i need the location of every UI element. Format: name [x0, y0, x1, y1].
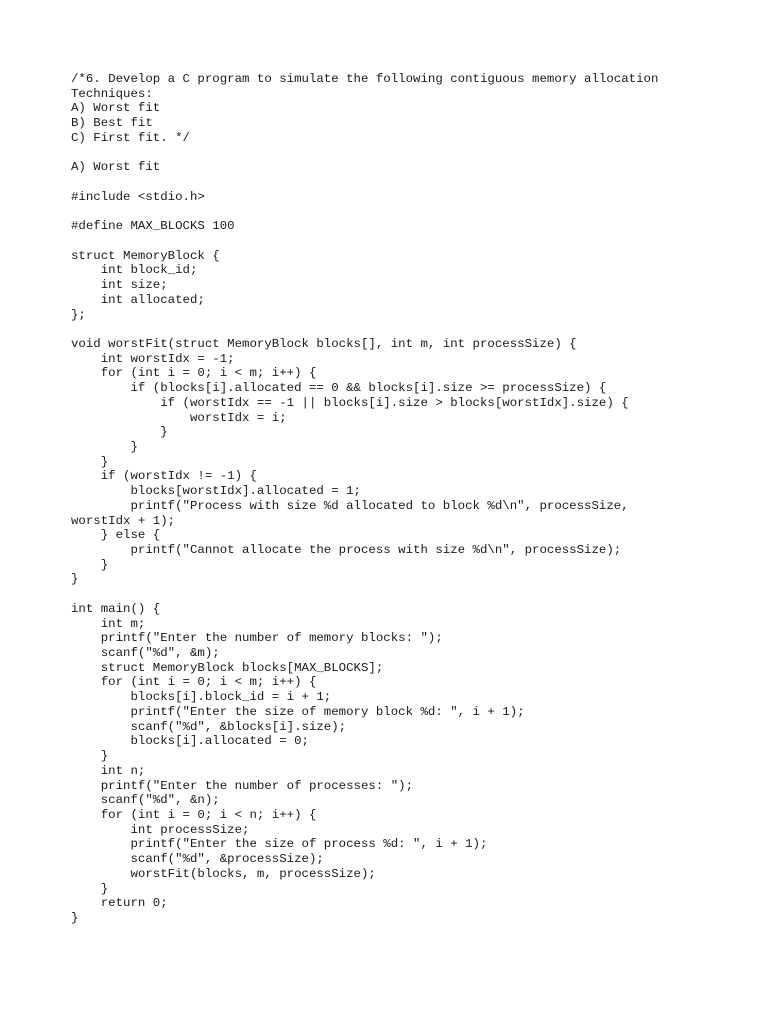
- code-line: scanf("%d", &processSize);: [71, 852, 324, 867]
- code-line: printf("Enter the number of memory blocks: ");: [71, 631, 443, 646]
- code-line: }: [71, 557, 109, 572]
- code-line: int main() {: [71, 601, 161, 616]
- code-line: }: [71, 881, 109, 896]
- code-line: /*6. Develop a C program to simulate the following contiguous memory allocation: [71, 72, 659, 86]
- code-line: }: [71, 439, 138, 454]
- code-line: if (blocks[i].allocated == 0 && blocks[i].size >= processSize) {: [71, 381, 607, 396]
- code-line: for (int i = 0; i < m; i++) {: [71, 675, 317, 690]
- code-line: } else {: [71, 528, 161, 543]
- code-line: #include <stdio.h>: [71, 189, 205, 204]
- code-line: blocks[i].block_id = i + 1;: [71, 690, 332, 705]
- code-line: printf("Enter the number of processes: ");: [71, 778, 414, 793]
- code-line: int m;: [71, 616, 146, 631]
- code-line: int size;: [71, 278, 168, 293]
- code-listing: [71, 72, 731, 926]
- code-line: }: [71, 749, 109, 764]
- code-line: int n;: [71, 763, 146, 778]
- code-line: if (worstIdx == -1 || blocks[i].size > blocks[worstIdx].size) {: [71, 395, 629, 410]
- code-line: for (int i = 0; i < n; i++) {: [71, 807, 317, 822]
- code-line: blocks[worstIdx].allocated = 1;: [71, 484, 361, 499]
- code-line: struct MemoryBlock {: [71, 248, 220, 263]
- code-line: int processSize;: [71, 822, 250, 837]
- code-line: struct MemoryBlock blocks[MAX_BLOCKS];: [71, 660, 384, 675]
- code-line: worstFit(blocks, m, processSize);: [71, 866, 376, 881]
- code-line: int allocated;: [71, 292, 205, 307]
- code-line: B) Best fit: [71, 116, 153, 131]
- code-line: scanf("%d", &n);: [71, 793, 220, 808]
- code-line: for (int i = 0; i < m; i++) {: [71, 366, 317, 381]
- code-line: scanf("%d", &m);: [71, 646, 220, 661]
- code-line: if (worstIdx != -1) {: [71, 469, 257, 484]
- code-line: printf("Cannot allocate the process with size %d\n", processSize);: [71, 543, 622, 557]
- code-line: int block_id;: [71, 263, 198, 278]
- code-line: [71, 587, 731, 602]
- code-line: int worstIdx = -1;: [71, 351, 235, 366]
- code-line: A) Worst fit: [71, 160, 161, 175]
- code-line: }: [71, 454, 109, 469]
- code-line: void worstFit(struct MemoryBlock blocks[], int m, int processSize) {: [71, 336, 577, 351]
- code-line: }: [71, 910, 79, 925]
- code-line: }: [71, 572, 79, 587]
- code-line: printf("Process with size %d allocated to block %d\n", processSize,: [71, 498, 629, 513]
- code-line: printf("Enter the size of memory block %d: ", i + 1);: [71, 704, 525, 719]
- code-line: [71, 322, 731, 337]
- code-line: [71, 234, 731, 249]
- code-line: worstIdx = i;: [71, 410, 287, 425]
- code-line: #define MAX_BLOCKS 100: [71, 219, 235, 234]
- code-line: blocks[i].allocated = 0;: [71, 734, 309, 749]
- code-line: [71, 146, 731, 161]
- code-line: C) First fit. */: [71, 130, 190, 145]
- code-line: return 0;: [71, 896, 168, 911]
- code-line: worstIdx + 1);: [71, 513, 176, 528]
- code-line: A) Worst fit: [71, 101, 161, 116]
- code-line: Techniques:: [71, 86, 153, 101]
- code-line: };: [71, 307, 86, 322]
- code-line: }: [71, 425, 168, 440]
- code-line: [71, 204, 731, 219]
- code-line: [71, 175, 731, 190]
- code-line: scanf("%d", &blocks[i].size);: [71, 719, 347, 734]
- code-line: printf("Enter the size of process %d: ", i + 1);: [71, 837, 488, 852]
